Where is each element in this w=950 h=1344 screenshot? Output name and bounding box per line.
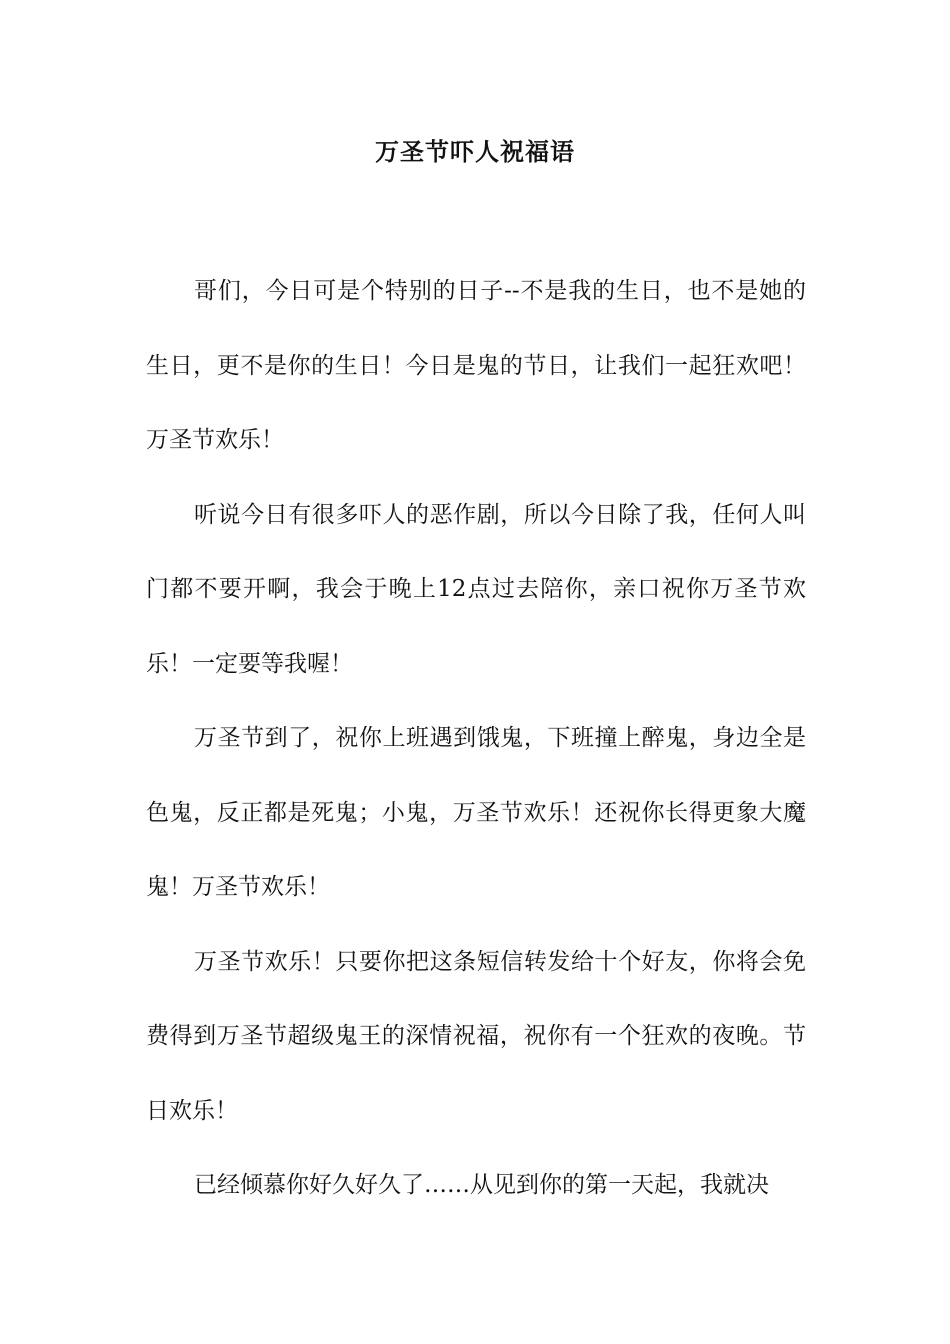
- document-body: [146, 254, 806, 1223]
- paragraph-3: 万圣节到了，祝你上班遇到饿鬼，下班撞上醉鬼，身边全是色鬼，反正都是死鬼；小鬼，万圣节欢乐！还祝你长得更象大魔鬼！万圣节欢乐！: [146, 725, 806, 900]
- paragraph-2: 听说今日有很多吓人的恶作剧，所以今日除了我，任何人叫门都不要开啊，我会于晚上12点过去陪你，亲口祝你万圣节欢乐！一定要等我喔！: [146, 501, 806, 677]
- paragraph-4: 万圣节欢乐！只要你把这条短信转发给十个好友，你将会免费得到万圣节超级鬼王的深情祝福，祝你有一个狂欢的夜晚。节日欢乐！: [146, 948, 806, 1124]
- page-title: 万圣节吓人祝福语: [375, 137, 575, 166]
- paragraph-5: 已经倾慕你好久好久了……从见到你的第一天起，我就决: [194, 1172, 769, 1198]
- paragraph-1: 哥们，今日可是个特别的日子--不是我的生日，也不是她的生日，更不是你的生日！今日是鬼的节日，让我们一起狂欢吧！万圣节欢乐！: [146, 278, 806, 453]
